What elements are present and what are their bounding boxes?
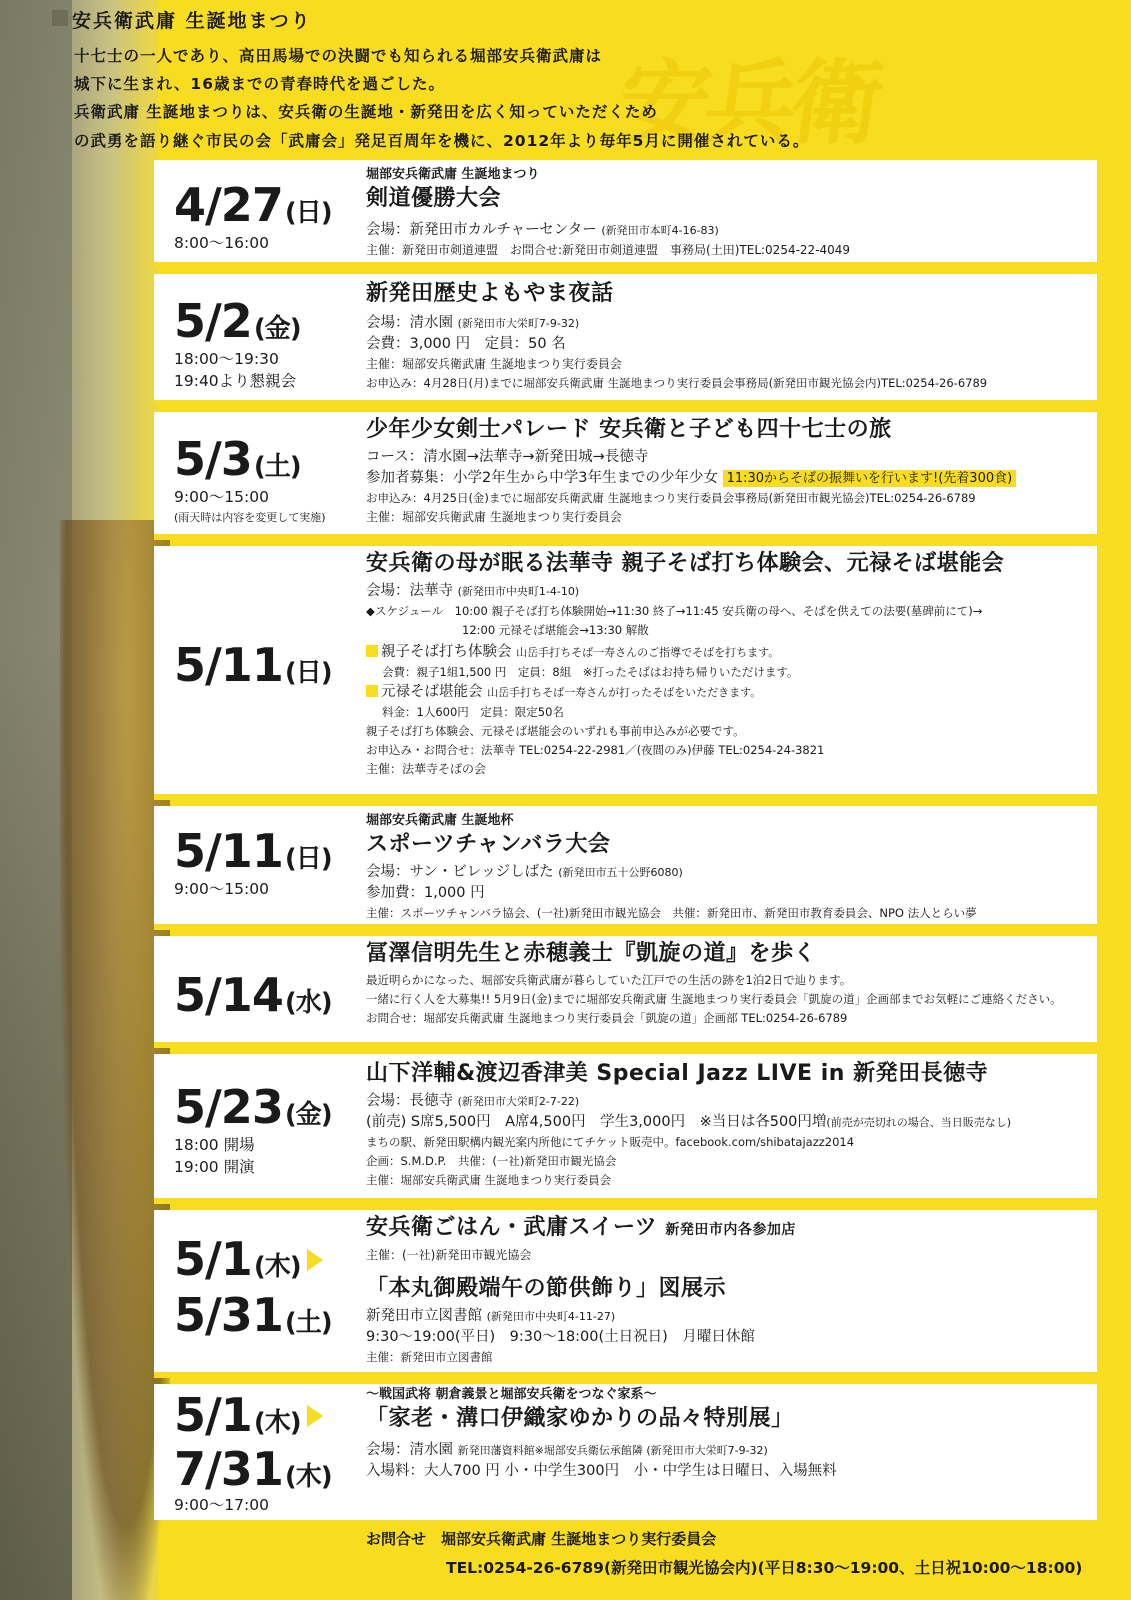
event-organizer: 主催：堀部安兵衛武庸 生誕地まつり実行委員会 bbox=[366, 1173, 612, 1187]
event-content bbox=[366, 166, 1085, 260]
event-subtitle: 堀部安兵衛武庸 生誕地杯 bbox=[366, 813, 514, 828]
event-title: 新発田歴史よもやま夜話 bbox=[366, 281, 614, 306]
event-weekday: (金) bbox=[253, 314, 301, 344]
event-item-desc: 山岳手打ちそば一寿さんのご指導でそばを打ちます。 bbox=[516, 646, 780, 659]
event-item-fee: 料金：1人600円 定員：限定50名 bbox=[382, 705, 564, 719]
event-contact: お問合せ：堀部安兵衛武庸 生誕地まつり実行委員会「凱旋の道」企画部 TEL:0254-26-6789 bbox=[366, 1011, 848, 1025]
event-venue: 会場：長徳寺 (新発田市大栄町2-7-22) bbox=[366, 1093, 580, 1109]
event-item-desc: 山岳手打ちそば一寿さんが打ったそばをいただきます。 bbox=[487, 686, 762, 699]
event-weekday: (土) bbox=[284, 1308, 332, 1338]
event-date-to: 5/31(土) bbox=[174, 1288, 332, 1342]
event-schedule: ◆スケジュール 10:00 親子そば打ち体験開始→11:30 終了→11:45 安兵衛の母へ、そばを供えての法要(墓碑前にて)→ bbox=[366, 604, 983, 618]
event-title: 剣道優勝大会 bbox=[366, 186, 502, 211]
event-card-chanbara bbox=[154, 806, 1097, 930]
event-organizer: 主催：法華寺そばの会 bbox=[366, 762, 487, 776]
event-date-block bbox=[174, 1080, 332, 1178]
event-organizer: 主催：堀部安兵衛武庸 生誕地まつり実行委員会 bbox=[366, 510, 622, 524]
event-time: 9:00〜17:00 bbox=[174, 1496, 269, 1514]
event-card-jazz bbox=[154, 1054, 1097, 1204]
event-date-from: 5/1(木) bbox=[174, 1392, 332, 1438]
event-venue: 会場：新発田市カルチャーセンター (新発田市本町4-16-83) bbox=[366, 222, 719, 238]
event-venue-address: (新発田市中央町4-11-27) bbox=[486, 1310, 616, 1323]
square-bullet-icon bbox=[366, 645, 378, 657]
event-card-kendo bbox=[154, 160, 1097, 268]
event-venue-address: (新発田市五十公野6080) bbox=[558, 866, 683, 879]
event-date-block bbox=[174, 294, 301, 392]
event-venue-address: (新発田市大栄町2-7-22) bbox=[457, 1095, 580, 1108]
event-date: 5/11(日) bbox=[174, 638, 332, 692]
event-title: 安兵衛の母が眠る法華寺 親子そば打ち体験会、元禄そば堪能会 bbox=[366, 551, 1005, 576]
footer-contact bbox=[154, 1526, 1097, 1592]
event-hours: 9:30〜19:00(平日) 9:30〜18:00(土日祝日) 月曜日休館 bbox=[366, 1329, 755, 1345]
event-content bbox=[366, 278, 1085, 393]
event-course: コース：清水園→法華寺→新発田城→長徳寺 bbox=[366, 449, 649, 465]
event-apply: お申込み：4月25日(金)までに堀部安兵衛武庸 生誕地まつり実行委員会事務局(新発田市観光協会)TEL:0254-26-6789 bbox=[366, 491, 976, 505]
event-planning: 企画：S.M.D.P. 共催：(一社)新発田市観光協会 bbox=[366, 1154, 617, 1168]
event-organizer: 主催：堀部安兵衛武庸 生誕地まつり実行委員会 bbox=[366, 357, 622, 371]
intro-line: 十七士の一人であり、高田馬場での決闘でも知られる堀部安兵衛武庸は bbox=[74, 47, 603, 65]
event-date-to: 7/31(木) bbox=[174, 1442, 332, 1496]
event-item: 親子そば打ち体験会 山岳手打ちそば一寿さんのご指導でそばを打ちます。 bbox=[366, 642, 1085, 663]
event-item: 元禄そば堪能会 山岳手打ちそば一寿さんが打ったそばをいただきます。 bbox=[366, 682, 1085, 703]
event-venue: 新発田市立図書館 (新発田市中央町4-11-27) bbox=[366, 1308, 616, 1324]
event-venue: 会場：清水園 新発田藩資料館※堀部安兵衛伝承館隣 (新発田市大栄町7-9-32) bbox=[366, 1442, 768, 1458]
event-notice: 親子そば打ち体験会、元禄そば堪能会のいずれも事前申込みが必要です。 bbox=[366, 724, 745, 738]
header bbox=[0, 0, 1131, 160]
header-watermark: 安兵衛 bbox=[611, 50, 885, 157]
event-date-block bbox=[174, 1388, 332, 1516]
event-card-gaisen bbox=[154, 936, 1097, 1048]
event-time: 9:00〜15:00 bbox=[174, 488, 269, 506]
event-venue-address: (新発田市大栄町7-9-32) bbox=[457, 317, 580, 330]
event-fee: 参加費：1,000 円 bbox=[366, 885, 485, 901]
event-subtitle: 堀部安兵衛武庸 生誕地まつり bbox=[366, 167, 540, 182]
event-venue-address: (新発田市中央町1-4-10) bbox=[457, 585, 580, 598]
intro-line: 城下に生まれ、16歳までの青春時代を過ごした。 bbox=[74, 75, 446, 93]
event-recruit: 参加者募集：小学2年生から中学3年生までの少年少女 11:30からそばの振舞いを行います!(先着300食) bbox=[366, 468, 1085, 489]
event-date: 5/23(金) bbox=[174, 1080, 332, 1134]
event-title-note: 新発田市内各参加店 bbox=[665, 1222, 796, 1238]
event-date-block bbox=[174, 638, 332, 692]
event-schedule: 12:00 元禄そば堪能会→13:30 解散 bbox=[462, 623, 649, 637]
event-venue: 会場：清水園 (新発田市大栄町7-9-32) bbox=[366, 315, 580, 331]
event-time: 8:00〜16:00 bbox=[174, 234, 269, 252]
arrow-right-icon bbox=[307, 1405, 323, 1427]
event-content bbox=[366, 414, 1085, 527]
event-card-soba bbox=[154, 546, 1097, 800]
intro-line: 兵衛武庸 生誕地まつりは、安兵衛の生誕地・新発田を広く知っていただくため bbox=[74, 103, 658, 121]
event-apply: お申込み：4月28日(月)までに堀部安兵衛武庸 生誕地まつり実行委員会事務局(新発田市観光協会内)TEL:0254-26-6789 bbox=[366, 376, 988, 390]
event-price: (前売) S席5,500円 A席4,500円 学生3,000円 ※当日は各500円増(前売が売切れの場合、当日販売なし) bbox=[366, 1114, 1011, 1130]
event-weekday: (木) bbox=[253, 1252, 301, 1282]
event-price-note: (前売が売切れの場合、当日販売なし) bbox=[826, 1116, 1011, 1129]
event-title: 山下洋輔&渡辺香津美 Special Jazz LIVE in 新発田長徳寺 bbox=[366, 1061, 989, 1086]
event-date-block bbox=[174, 432, 326, 527]
event-date-block bbox=[174, 1232, 332, 1342]
event-weekday: (木) bbox=[253, 1408, 301, 1438]
event-card-special-exhibit bbox=[154, 1384, 1097, 1520]
event-venue: 会場：サン・ビレッジしばた (新発田市五十公野6080) bbox=[366, 864, 683, 880]
event-content bbox=[366, 1058, 1085, 1190]
footer-line: TEL:0254-26-6789(新発田市観光協会内)(平日8:30〜19:00、土日祝10:00〜18:00) bbox=[446, 1559, 1083, 1577]
event-venue-address: 新発田藩資料館※堀部安兵衛伝承館隣 (新発田市大栄町7-9-32) bbox=[457, 1444, 768, 1457]
event-organizer: 主催：新発田市剣道連盟 お問合せ:新発田市剣道連盟 事務局(土田)TEL:0254-22-4049 bbox=[366, 243, 851, 257]
event-date: 5/14(水) bbox=[174, 968, 332, 1022]
event-tickets: まちの駅、新発田駅構内観光案内所他にてチケット販売中。facebook.com/shibatajazz2014 bbox=[366, 1135, 855, 1149]
event-time: 18:00 開場 bbox=[174, 1136, 255, 1154]
event-date: 5/3(土) bbox=[174, 432, 301, 486]
event-organizer: 主催：スポーツチャンバラ協会、(一社)新発田市観光協会 共催：新発田市、新発田市教育委員会、NPO 法人とらい夢 bbox=[366, 906, 977, 920]
footer-line: お問合せ 堀部安兵衛武庸 生誕地まつり実行委員会 bbox=[366, 1530, 717, 1548]
event-weekday: (水) bbox=[284, 988, 332, 1018]
event-title: 「本丸御殿端午の節供飾り」図展示 bbox=[366, 1276, 727, 1301]
event-time: 9:00〜15:00 bbox=[174, 880, 269, 898]
event-weekday: (日) bbox=[284, 198, 332, 228]
event-date: 5/11(日) bbox=[174, 824, 332, 878]
event-content bbox=[366, 938, 1085, 1028]
event-weekday: (木) bbox=[284, 1462, 332, 1492]
event-item-fee: 会費：親子1組1,500 円 定員：8組 ※打ったそばはお持ち帰りいただけます。 bbox=[382, 665, 799, 679]
header-mark bbox=[52, 10, 68, 26]
event-date-block bbox=[174, 968, 332, 1022]
event-time: 19:00 開演 bbox=[174, 1158, 255, 1176]
event-date-block bbox=[174, 178, 332, 254]
event-weekday: (日) bbox=[284, 844, 332, 874]
event-subtitle: 〜戦国武将 朝倉義景と堀部安兵衛をつなぐ家系〜 bbox=[366, 1387, 657, 1402]
intro-line: の武勇を語り継ぐ市民の会「武庸会」発足百周年を機に、2012年より毎年5月に開催されている。 bbox=[74, 132, 810, 150]
event-weekday: (金) bbox=[284, 1100, 332, 1130]
event-time: 18:00〜19:30 bbox=[174, 350, 279, 368]
event-organizer: 主催：(一社)新発田市観光協会 bbox=[366, 1248, 532, 1262]
event-description: 一緒に行く人を大募集!! 5月9日(金)までに堀部安兵衛武庸 生誕地まつり実行委員会「凱旋の道」企画部までお気軽にご連絡ください。 bbox=[366, 992, 1062, 1006]
event-title: 安兵衛ごはん・武庸スイーツ 新発田市内各参加店 bbox=[366, 1215, 796, 1240]
event-highlight: 11:30からそばの振舞いを行います!(先着300食) bbox=[723, 470, 1017, 487]
event-fee: 入場料：大人700 円 小・中学生300円 小・中学生は日曜日、入場無料 bbox=[366, 1463, 837, 1479]
event-contact: お申込み・お問合せ：法華寺 TEL:0254-22-2981／(夜間のみ)伊藤 TEL:0254-24-3821 bbox=[366, 743, 825, 757]
event-date: 4/27(日) bbox=[174, 178, 332, 232]
event-card-yomoyama bbox=[154, 274, 1097, 406]
event-fee: 会費：3,000 円 定員：50 名 bbox=[366, 336, 566, 352]
page-title: 安兵衛武庸 生誕地まつり bbox=[72, 10, 312, 32]
event-content bbox=[366, 1212, 1085, 1367]
event-title: 冨澤信明先生と赤穂義士『凱旋の道』を歩く bbox=[366, 941, 817, 966]
event-venue: 会場：法華寺 (新発田市中央町1-4-10) bbox=[366, 583, 580, 599]
event-weekday: (土) bbox=[253, 452, 301, 482]
event-content bbox=[366, 812, 1085, 923]
event-weekday: (日) bbox=[284, 658, 332, 688]
event-card-gohan-exhibit bbox=[154, 1210, 1097, 1378]
event-title: 少年少女剣士パレード 安兵衛と子ども四十七士の旅 bbox=[366, 417, 892, 442]
event-date: 5/2(金) bbox=[174, 294, 301, 348]
event-date-block bbox=[174, 824, 332, 900]
event-content bbox=[366, 1386, 1085, 1482]
event-venue-address: (新発田市本町4-16-83) bbox=[601, 224, 719, 237]
event-title: 「家老・溝口伊織家ゆかりの品々特別展」 bbox=[366, 1406, 794, 1431]
event-rain-note: (雨天時は内容を変更して実施) bbox=[174, 511, 326, 524]
arrow-right-icon bbox=[307, 1249, 323, 1271]
event-description: 最近明らかになった、堀部安兵衛武庸が暮らしていた江戸での生活の跡を1泊2日で辿ります。 bbox=[366, 973, 852, 987]
event-organizer: 主催：新発田市立図書館 bbox=[366, 1350, 493, 1364]
event-date-from: 5/1(木) bbox=[174, 1236, 332, 1282]
event-title: スポーツチャンバラ大会 bbox=[366, 832, 611, 857]
event-time: 19:40より懇親会 bbox=[174, 372, 297, 390]
square-bullet-icon bbox=[366, 685, 378, 697]
event-card-parade bbox=[154, 412, 1097, 540]
event-content bbox=[366, 548, 1085, 779]
